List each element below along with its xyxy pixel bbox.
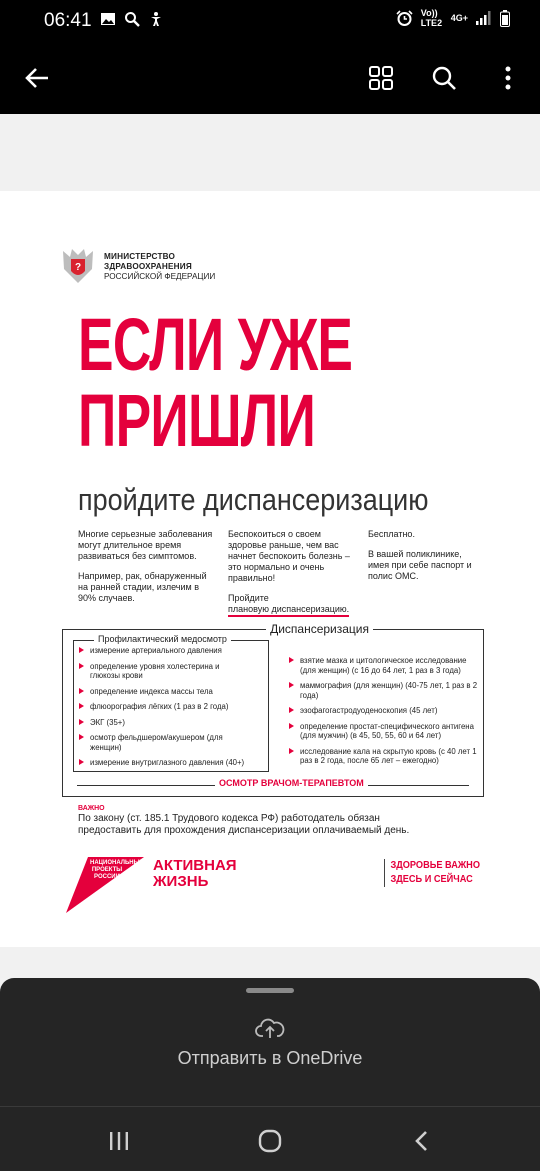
col3-paragraph-2: В вашей поликлинике, имея при себе паспорт и полис ОМС. [368, 549, 472, 581]
status-system-icons [396, 8, 510, 28]
status-bar [0, 0, 540, 42]
search-icon [431, 65, 457, 91]
list-item: определение уровня холестерина и глюкозы крови [79, 662, 249, 681]
search-notification-icon [124, 11, 140, 27]
network-label: Vo)) LTE2 [420, 8, 443, 28]
grid-view-button[interactable] [359, 56, 403, 100]
col3-paragraph-1: Бесплатно. [368, 529, 415, 539]
zdor-line-2: ЗДЕСЬ И СЕЙЧАС [390, 874, 473, 885]
more-vertical-icon [504, 66, 512, 90]
aktiv-line-2: ЖИЗНЬ [153, 873, 209, 890]
status-time: 06:41 [44, 10, 92, 31]
list-item: осмотр фельдшером/акушером (для женщин) [79, 733, 249, 752]
signal-type-label: 4G+ [450, 13, 468, 23]
ministry-line-3: РОССИЙСКОЙ ФЕДЕРАЦИИ [104, 272, 216, 281]
np-line-1: НАЦИОНАЛЬНЫЕ [90, 860, 144, 866]
np-line-3: РОССИИ [94, 874, 120, 880]
app-toolbar [0, 42, 540, 114]
law-line-2: предоставить для прохождения диспансеризации оплачиваемый день. [78, 825, 410, 836]
cloud-upload-icon [255, 1016, 285, 1040]
list-item: ЭКГ (35+) [79, 718, 249, 728]
system-nav-bar [0, 1106, 540, 1171]
list-item: взятие мазка и цитологическое исследование (для женщин) (с 16 до 64 лет, 1 раз в 3 года) [289, 656, 479, 675]
home-icon [258, 1129, 282, 1153]
list-item: флюорография лёгких (1 раз в 2 года) [79, 702, 249, 712]
health-slogan [384, 859, 480, 887]
checkup-list [79, 646, 249, 774]
search-button[interactable] [422, 56, 466, 100]
col2-paragraph-1: Беспокоиться о своем здоровье раньше, чем вас начнет беспокоить болезнь – это нормально и очень правильно! [228, 529, 350, 583]
list-item: измерение артериального давления [79, 646, 249, 656]
list-item: маммография (для женщин) (40-75 лет, 1 раз в 2 года) [289, 681, 479, 700]
dispensarization-frame [62, 622, 484, 797]
home-button[interactable] [250, 1121, 290, 1161]
law-line-1: По закону (ст. 185.1 Трудового кодекса РФ) работодатель обязан [78, 813, 380, 824]
list-item: эзофагогастродуоденоскопия (45 лет) [289, 706, 479, 716]
info-column-2 [228, 529, 360, 615]
law-title: ВАЖНО [78, 805, 105, 812]
law-text [78, 813, 409, 837]
gallery-icon [100, 11, 116, 27]
recents-button[interactable] [99, 1121, 139, 1161]
document-viewer[interactable] [0, 114, 540, 978]
back-button[interactable] [15, 56, 59, 100]
subheadline: пройдите диспансеризацию [78, 482, 429, 517]
battery-icon [500, 10, 510, 27]
coat-of-arms-logo-icon [58, 243, 98, 287]
inner-title: Профилактический медосмотр [94, 634, 231, 644]
alarm-icon [396, 10, 413, 27]
status-notification-icons [100, 11, 164, 27]
national-projects-logo [66, 857, 146, 918]
headline-line-1: ЕСЛИ УЖЕ [78, 303, 353, 386]
ministry-line-1: МИНИСТЕРСТВО [104, 252, 176, 261]
send-to-onedrive-label: Отправить в OneDrive [177, 1048, 363, 1068]
headline-line-2: ПРИШЛИ [78, 379, 316, 462]
list-item: измерение внутриглазного давления (40+) [79, 758, 249, 768]
col1-paragraph-2: Например, рак, обнаруженный на ранней стадии, излечим в 90% случаев. [78, 571, 207, 603]
recents-icon [108, 1131, 130, 1151]
ministry-line-2: ЗДРАВООХРАНЕНИЯ [104, 262, 192, 271]
signal-icon [476, 11, 492, 25]
aktiv-line-1: АКТИВНАЯ [153, 857, 237, 874]
svg-text:?: ? [74, 262, 82, 273]
col2-paragraph-2a: Пройдите [228, 593, 269, 603]
list-item: определение индекса массы тела [79, 687, 249, 697]
document-page[interactable] [0, 191, 540, 947]
frame-title: Диспансеризация [266, 622, 373, 636]
grid-icon [368, 65, 394, 91]
more-options-button[interactable] [486, 56, 530, 100]
arrow-left-icon [24, 65, 50, 91]
info-column-3 [368, 529, 478, 591]
nav-back-button[interactable] [401, 1121, 441, 1161]
accessibility-icon [148, 11, 164, 27]
sheet-drag-handle[interactable] [246, 988, 294, 993]
zdor-line-1: ЗДОРОВЬЕ ВАЖНО [390, 860, 480, 871]
headline [78, 303, 353, 462]
active-life-label [153, 858, 237, 890]
ministry-block [58, 243, 215, 287]
col2-paragraph-2b: плановую диспансеризацию. [228, 604, 349, 617]
info-column-1 [78, 529, 216, 613]
list-item: определение простат-специфического антигена (для мужчин) (в 45, 50, 55, 60 и 64 лет) [289, 722, 479, 741]
screening-list [289, 656, 479, 772]
therapist-label: ОСМОТР ВРАЧОМ-ТЕРАПЕВТОМ [215, 778, 368, 788]
list-item: исследование кала на скрытую кровь (с 40 лет 1 раз в 2 года, после 65 лет – ежегодно) [289, 747, 479, 766]
back-chevron-icon [413, 1130, 429, 1152]
np-line-2: ПРОЕКТЫ [91, 867, 123, 873]
col1-paragraph-1: Многие серьезные заболевания могут длительное время развиваться без симптомов. [78, 529, 213, 561]
